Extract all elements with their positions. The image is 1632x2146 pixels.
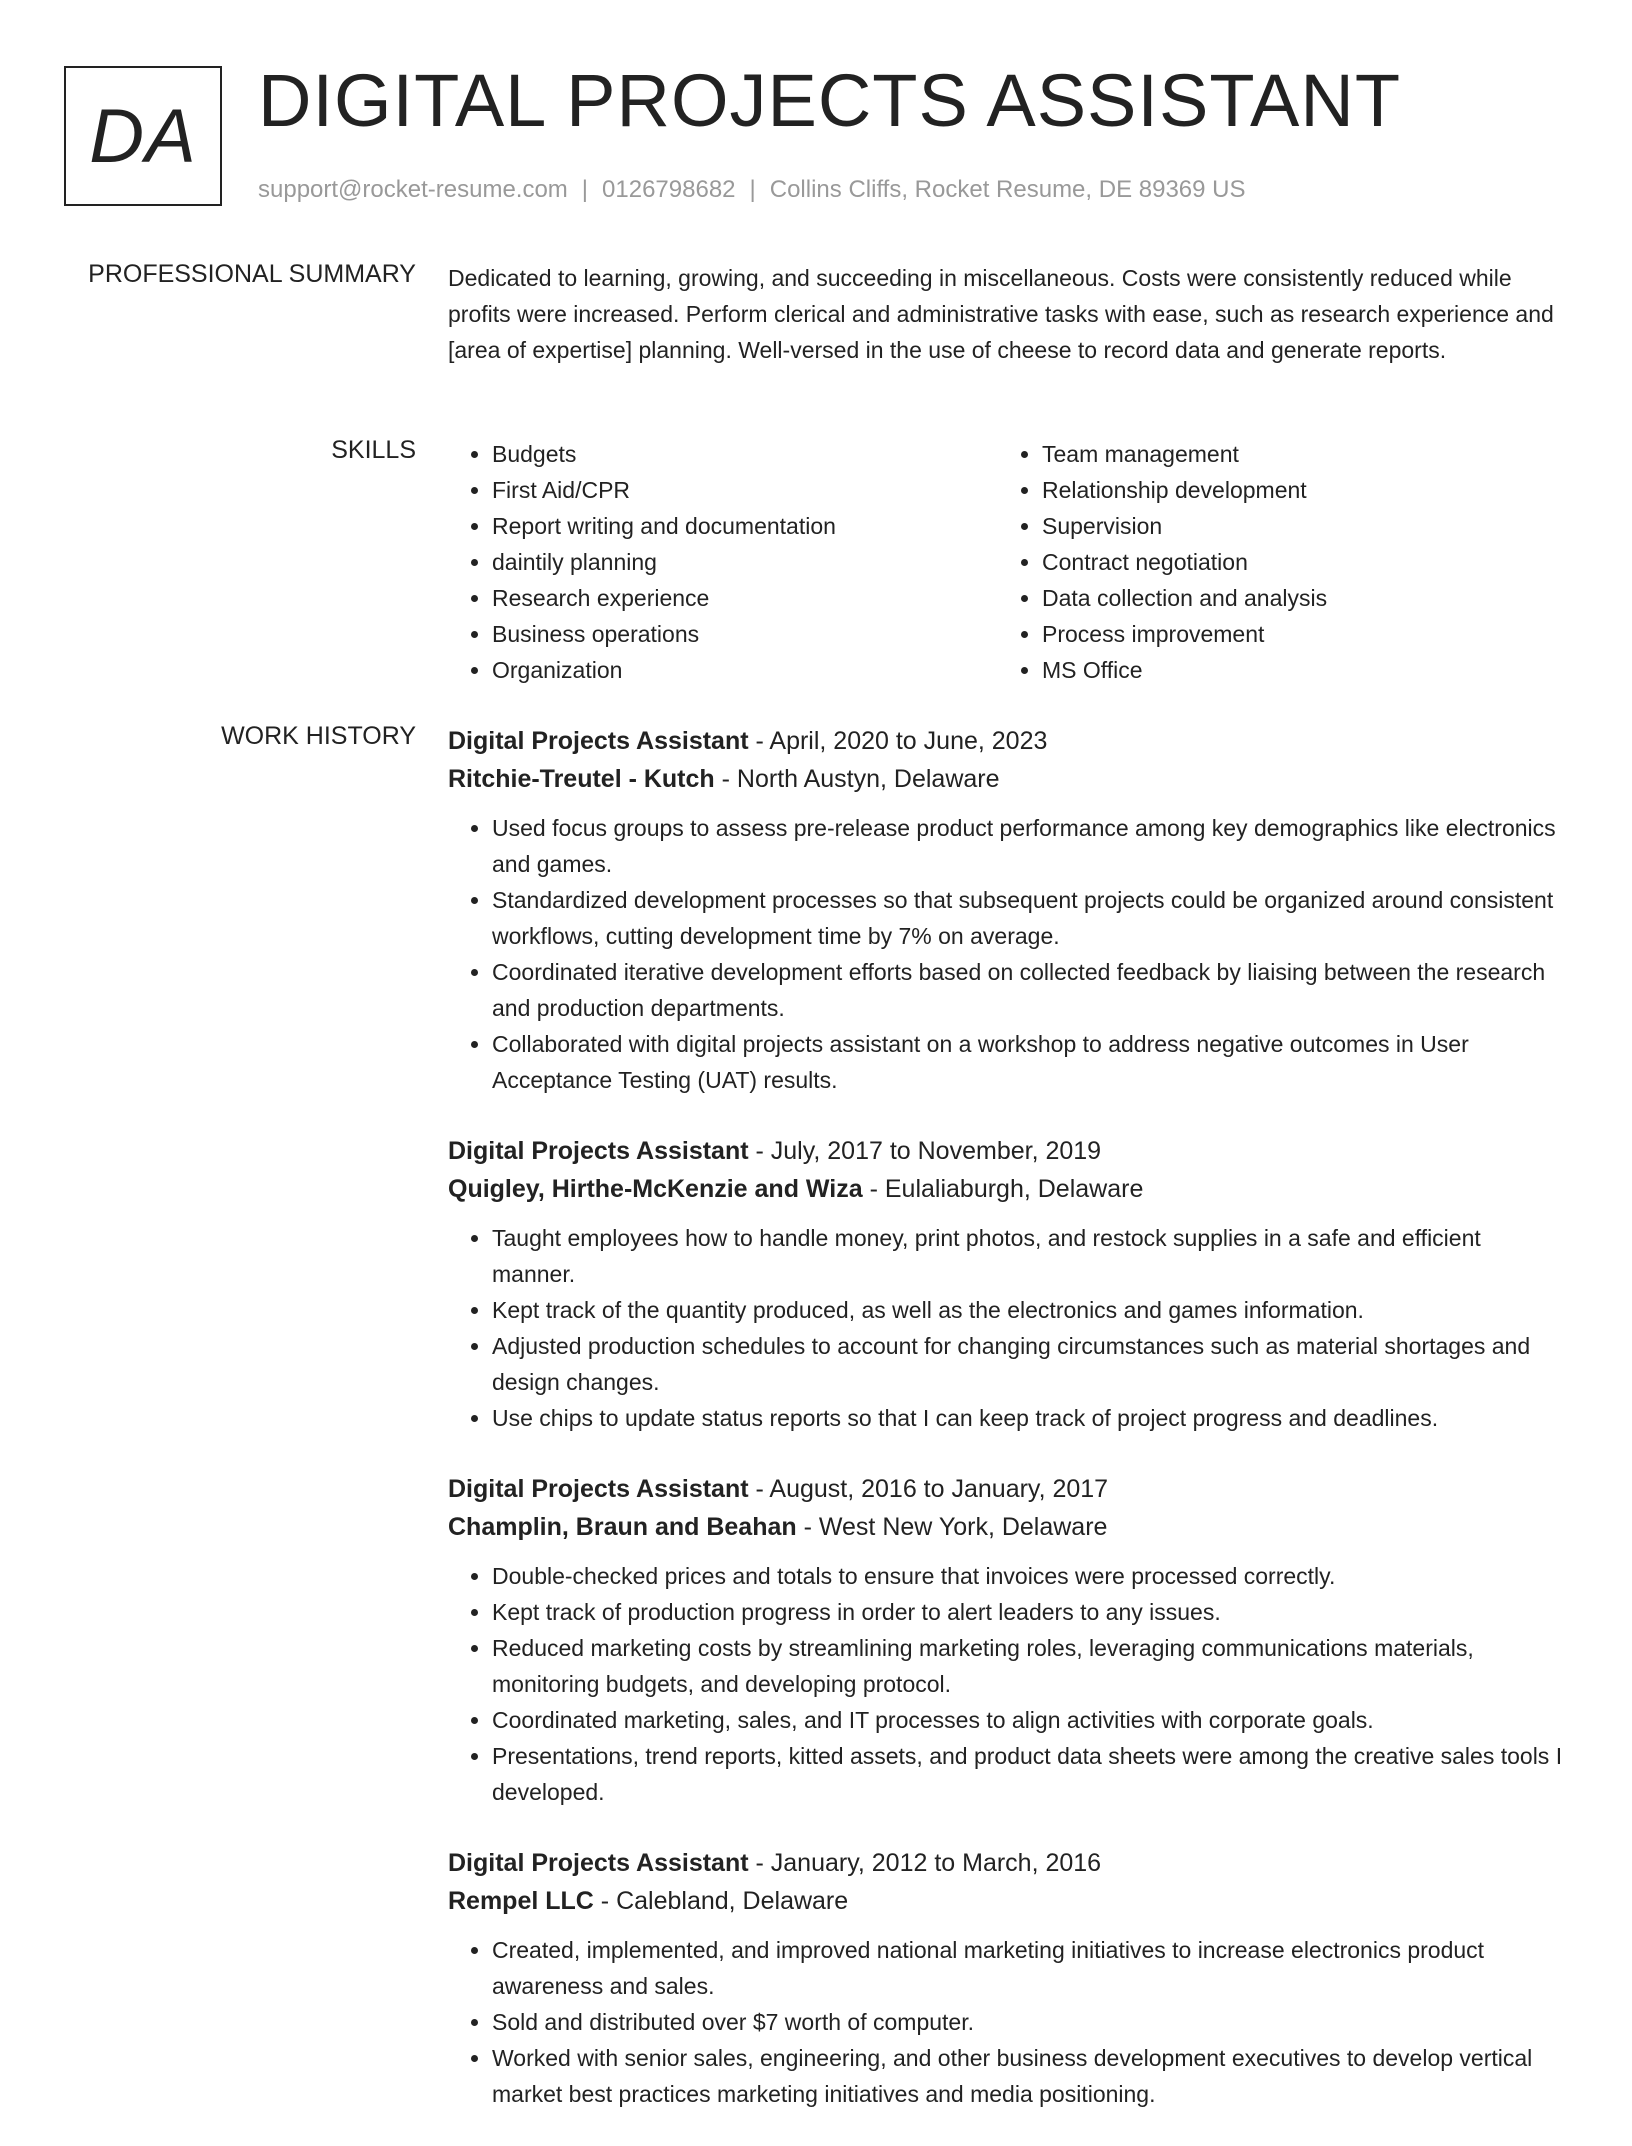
monogram-initials: DA	[89, 93, 197, 179]
job-company: Rempel LLC	[448, 1887, 594, 1915]
skill-item: • MS Office	[1042, 652, 1548, 688]
job-location: - Calebland, Delaware	[593, 1887, 849, 1915]
job-bullet: • Presentations, trend reports, kitted assets, and product data sheets were among the creative sales tools I developed.	[492, 1738, 1568, 1810]
skill-item: • Relationship development	[1042, 472, 1548, 508]
job-entry	[448, 1470, 1568, 1810]
job-bullet: • Coordinated iterative development efforts based on collected feedback by liaising between the research and production departments.	[492, 954, 1568, 1026]
job-entry	[448, 722, 1568, 1098]
job-dates: - April, 2020 to June, 2023	[748, 727, 1048, 755]
skill-item: • Team management	[1042, 436, 1548, 472]
skill-item: • First Aid/CPR	[492, 472, 998, 508]
contact-email[interactable]: support@rocket-resume.com	[258, 176, 568, 203]
skill-item: • Research experience	[492, 580, 998, 616]
skill-item: • Process improvement	[1042, 616, 1548, 652]
job-bullets	[448, 1558, 1568, 1810]
job-location: - Eulaliaburgh, Delaware	[862, 1175, 1144, 1203]
job-title: Digital Projects Assistant	[448, 1475, 749, 1503]
job-company: Quigley, Hirthe-McKenzie and Wiza	[448, 1175, 863, 1203]
job-bullet: • Taught employees how to handle money, print photos, and restock supplies in a safe and efficient manner.	[492, 1220, 1568, 1292]
job-location: - West New York, Delaware	[796, 1513, 1108, 1541]
summary-text: Dedicated to learning, growing, and succeeding in miscellaneous. Costs were consistently reduced while profits were increased. Perform clerical and administrative tasks with ease, such as research experience and [area of expertise] planning. Well-versed in the use of cheese to record data and generate reports.	[448, 265, 1554, 363]
job-location: - North Austyn, Delaware	[714, 765, 1000, 793]
skills-list-left	[448, 436, 998, 688]
job-bullet: • Kept track of production progress in order to alert leaders to any issues.	[492, 1594, 1568, 1630]
job-bullet: • Standardized development processes so that subsequent projects could be organized around consistent workflows, cutting development time by 7% on average.	[492, 882, 1568, 954]
job-bullet: • Adjusted production schedules to account for changing circumstances such as material shortages and design changes.	[492, 1328, 1568, 1400]
skills-list-right	[998, 436, 1548, 688]
work-history-heading: WORK HISTORY	[221, 722, 416, 750]
job-bullets	[448, 1220, 1568, 1436]
summary-heading: PROFESSIONAL SUMMARY	[88, 260, 416, 288]
job-bullets	[448, 810, 1568, 1098]
job-dates: - August, 2016 to January, 2017	[748, 1475, 1109, 1503]
job-bullet: • Created, implemented, and improved national marketing initiatives to increase electronics product awareness and sales.	[492, 1932, 1568, 2004]
job-bullet: • Sold and distributed over $7 worth of computer.	[492, 2004, 1568, 2040]
resume-title: DIGITAL PROJECTS ASSISTANT	[258, 59, 1402, 142]
job-company: Champlin, Braun and Beahan	[448, 1513, 797, 1541]
job-bullet: • Double-checked prices and totals to ensure that invoices were processed correctly.	[492, 1558, 1568, 1594]
contact-separator: |	[749, 176, 756, 203]
job-bullet: • Worked with senior sales, engineering, and other business development executives to develop vertical market best practices marketing initiatives and media positioning.	[492, 2040, 1568, 2112]
job-title: Digital Projects Assistant	[448, 1849, 749, 1877]
skill-item: • Data collection and analysis	[1042, 580, 1548, 616]
job-title: Digital Projects Assistant	[448, 727, 749, 755]
job-bullet: • Used focus groups to assess pre-release product performance among key demographics like electronics and games.	[492, 810, 1568, 882]
skill-item: • Supervision	[1042, 508, 1548, 544]
job-bullet: • Reduced marketing costs by streamlining marketing roles, leveraging communications materials, monitoring budgets, and developing protocol.	[492, 1630, 1568, 1702]
skills-heading: SKILLS	[331, 436, 416, 464]
contact-phone[interactable]: 0126798682	[602, 176, 736, 203]
contact-separator: |	[581, 176, 589, 203]
contact-line	[258, 176, 1246, 204]
job-bullets	[448, 1932, 1568, 2112]
job-company: Ritchie-Treutel - Kutch	[448, 765, 715, 793]
job-title: Digital Projects Assistant	[448, 1137, 749, 1165]
skill-item: • Report writing and documentation	[492, 508, 998, 544]
contact-address: Collins Cliffs, Rocket Resume, DE 89369 US	[769, 176, 1246, 203]
job-dates: - January, 2012 to March, 2016	[748, 1849, 1102, 1877]
job-bullet: • Use chips to update status reports so that I can keep track of project progress and deadlines.	[492, 1400, 1568, 1436]
job-bullet: • Collaborated with digital projects assistant on a workshop to address negative outcomes in User Acceptance Testing (UAT) results.	[492, 1026, 1568, 1098]
skill-item: • Budgets	[492, 436, 998, 472]
skill-item: • Contract negotiation	[1042, 544, 1548, 580]
job-entry	[448, 1844, 1568, 2112]
skill-item: • Business operations	[492, 616, 998, 652]
monogram-badge	[64, 66, 222, 206]
job-bullet: • Coordinated marketing, sales, and IT processes to align activities with corporate goals.	[492, 1702, 1568, 1738]
job-dates: - July, 2017 to November, 2019	[748, 1137, 1102, 1165]
job-entry	[448, 1132, 1568, 1436]
skill-item: • Organization	[492, 652, 998, 688]
job-bullet: • Kept track of the quantity produced, as well as the electronics and games information.	[492, 1292, 1568, 1328]
skill-item: • daintily planning	[492, 544, 998, 580]
